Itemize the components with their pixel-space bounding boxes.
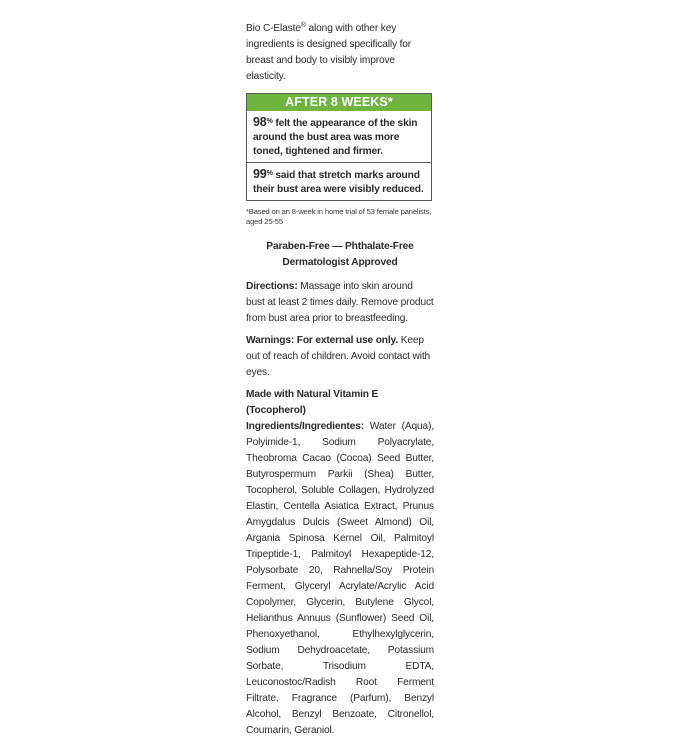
- results-box-header: AFTER 8 WEEKS*: [247, 94, 431, 111]
- vitamin-e-line: Made with Natural Vitamin E (Tocopherol): [246, 389, 379, 416]
- result-stat-1: [247, 111, 431, 162]
- directions-text: Massage into skin around bust at least 2 times daily. Remove product from bust area prior to breastfeeding.: [246, 281, 434, 324]
- result-stat-2-percent-sign: %: [266, 170, 273, 177]
- claim-line-2: Dermatologist Approved: [282, 257, 398, 268]
- label-column: [246, 18, 434, 739]
- result-stat-1-percent: [253, 115, 273, 129]
- result-stat-2-text: said that stretch marks around their bust area were visibly reduced.: [253, 170, 424, 195]
- warnings-paragraph: [246, 333, 434, 381]
- ingredients-label: Ingredients/Ingredientes:: [246, 421, 364, 432]
- result-stat-1-value: 98: [253, 115, 267, 129]
- ingredients-paragraph: [246, 419, 434, 739]
- intro-text: along with other key ingredients is designed specifically for breast and body to visibly improve elasticity.: [246, 23, 412, 82]
- warnings-label: Warnings: For external use only.: [246, 335, 399, 346]
- free-from-claims: [246, 239, 434, 271]
- directions-label: Directions:: [246, 281, 298, 292]
- result-stat-2-value: 99: [253, 167, 267, 181]
- result-stat-1-text: felt the appearance of the skin around the bust area was more toned, tightened and firmer.: [253, 118, 418, 157]
- result-stat-2: [247, 162, 431, 200]
- trial-footnote: *Based on an 8-week in home trial of 53 female panelists, aged 25-55: [246, 207, 432, 226]
- warnings-text: Keep out of reach of children. Avoid contact with eyes.: [246, 335, 431, 378]
- directions-paragraph: [246, 279, 434, 327]
- result-stat-2-percent: [253, 167, 273, 181]
- brand-name: Bio C-Elast: [246, 23, 296, 34]
- results-box: [246, 93, 432, 201]
- registered-mark: ®: [300, 22, 306, 29]
- brand-name-suffix: e: [295, 23, 301, 34]
- claim-line-1: Paraben-Free — Phthalate-Free: [266, 241, 414, 252]
- result-stat-1-percent-sign: %: [266, 118, 273, 125]
- ingredients-text: Water (Aqua), Polyimide-1, Sodium Polyacrylate, Theobroma Cacao (Cocoa) Seed Butter, Butyrospermum Parkii (Shea) Butter, Tocopherol, Soluble Collagen, Hydrolyzed Elastin, Centella Asiatica Extract, Prunus Amygdalus Dulcis (Sweet Almond) Oil, Argania Spinosa Kernel Oil, Palmitoyl Tripeptide-1, Palmitoyl Hexapeptide-12, Polysorbate 20, Rahnella/Soy Protein Ferment, Glyceryl Acrylate/Acrylic Acid Copolymer, Glycerin, Butylene Glycol, Helianthus Annuus (Sunflower) Seed Oil, Phenoxyethanol, Ethylhexylglycerin, Sodium Dehydroacetate, Potassium Sorbate, Trisodium EDTA, Leuconostoc/Radish Root Ferment Filtrate, Fragrance (Parfum), Benzyl Alcohol, Benzyl Benzoate, Citronellol, Coumarin, Geraniol.: [246, 421, 434, 736]
- intro-paragraph: [246, 18, 434, 85]
